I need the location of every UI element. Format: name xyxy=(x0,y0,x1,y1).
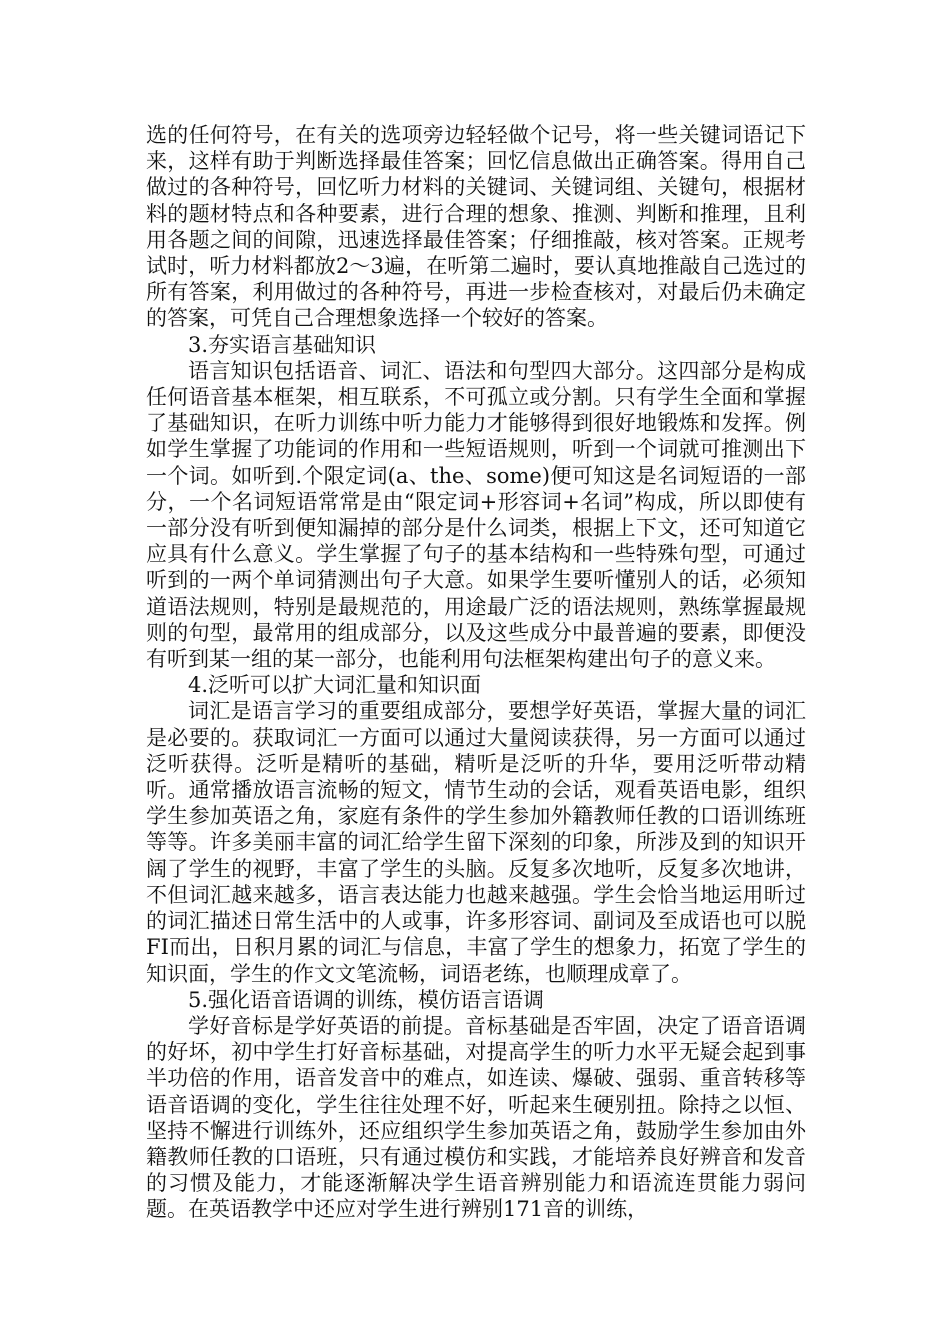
paragraph-continuation: 选的任何符号，在有关的选项旁边轻轻做个记号，将一些关键词语记下来，这样有助于判断选择最佳答案；回忆信息做出正确答案。得用自己做过的各种符号，回忆听力材料的关键词、关键词组、关键句，根据材料的题材特点和各种要素，进行合理的想象、推测、判断和推理，且利用各题之间的间隙，迅速选择最佳答案；仔细推敲，核对答案。正规考试时，听力材料都放2～3遍，在听第二遍时，要认真地推敲自己选过的所有答案，利用做过的各种符号，再进一步检查核对，对最后仍未确定的答案，可凭自己合理想象选择一个较好的答案。 xyxy=(146,123,806,331)
paragraph-pronunciation: 学好音标是学好英语的前提。音标基础是否牢固，决定了语音语调的好坏，初中学生打好音标基础，对提高学生的听力水平无疑会起到事半功倍的作用，语音发音中的难点，如连读、爆破、强弱、重音转移等语音语调的变化，学生往往处理不好，听起来生硬别扭。除持之以恒、坚持不懈进行训练外，还应组织学生参加英语之角，鼓励学生参加由外籍教师任教的口语班，只有通过模仿和实践，才能培养良好辨音和发音的习惯及能力，才能逐渐解决学生语音辨别能力和语流连贯能力弱问题。在英语教学中还应对学生进行辨别171音的训练， xyxy=(146,1013,806,1222)
section-heading-4: 4.泛听可以扩大词汇量和知识面 xyxy=(188,673,482,698)
section-heading-5: 5.强化语音语调的训练，模仿语言语调 xyxy=(188,987,545,1012)
document-page xyxy=(146,122,806,1223)
paragraph-language-knowledge: 语言知识包括语音、词汇、语法和句型四大部分。这四部分是构成任何语音基本框架，相互联系，不可孤立或分割。只有学生全面和掌握了基础知识，在听力训练中听力能力才能够得到很好地锻炼和发挥。例如学生掌握了功能词的作用和一些短语规则，听到一个词就可推测出下一个词。如听到.个限定词(a、the、some)便可知这是名词短语的一部分，一个名词短语常常是由“限定词+形容词+名词”构成，所以即使有一部分没有听到便知漏掉的部分是什么词类，根据上下文，还可知道它应具有什么意义。学生掌握了句子的基本结构和一些特殊句型，可通过听到的一两个单词猜测出句子大意。如果学生要听懂别人的话，必须知道语法规则，特别是最规范的，用途最广泛的语法规则，熟练掌握最规则的句型，最常用的组成部分，以及这些成分中最普遍的要素，即便没有听到某一组的某一部分，也能利用句法框架构建出句子的意义来。 xyxy=(146,358,806,672)
section-heading-3: 3.夯实语言基础知识 xyxy=(188,332,377,357)
paragraph-extensive-listening: 词汇是语言学习的重要组成部分，要想学好英语，掌握大量的词汇是必要的。获取词汇一方面可以通过大量阅读获得，另一方面可以通过泛听获得。泛听是精听的基础，精听是泛听的升华，要用泛听带动精听。通常播放语言流畅的短文，情节生动的会话，观看英语电影，组织学生参加英语之角，家庭有条件的学生参加外籍教师任教的口语训练班等等。许多美丽丰富的词汇给学生留下深刻的印象，所涉及到的知识开阔了学生的视野，丰富了学生的头脑。反复多次地听，反复多次地讲，不但词汇越来越多，语言表达能力也越来越强。学生会恰当地运用昕过的词汇描述日常生活中的人或事，许多形容词、副词及至成语也可以脱FI而出，日积月累的词汇与信息，丰富了学生的想象力，拓宽了学生的知识面，学生的作文文笔流畅，词语老练，也顺理成章了。 xyxy=(146,699,806,986)
